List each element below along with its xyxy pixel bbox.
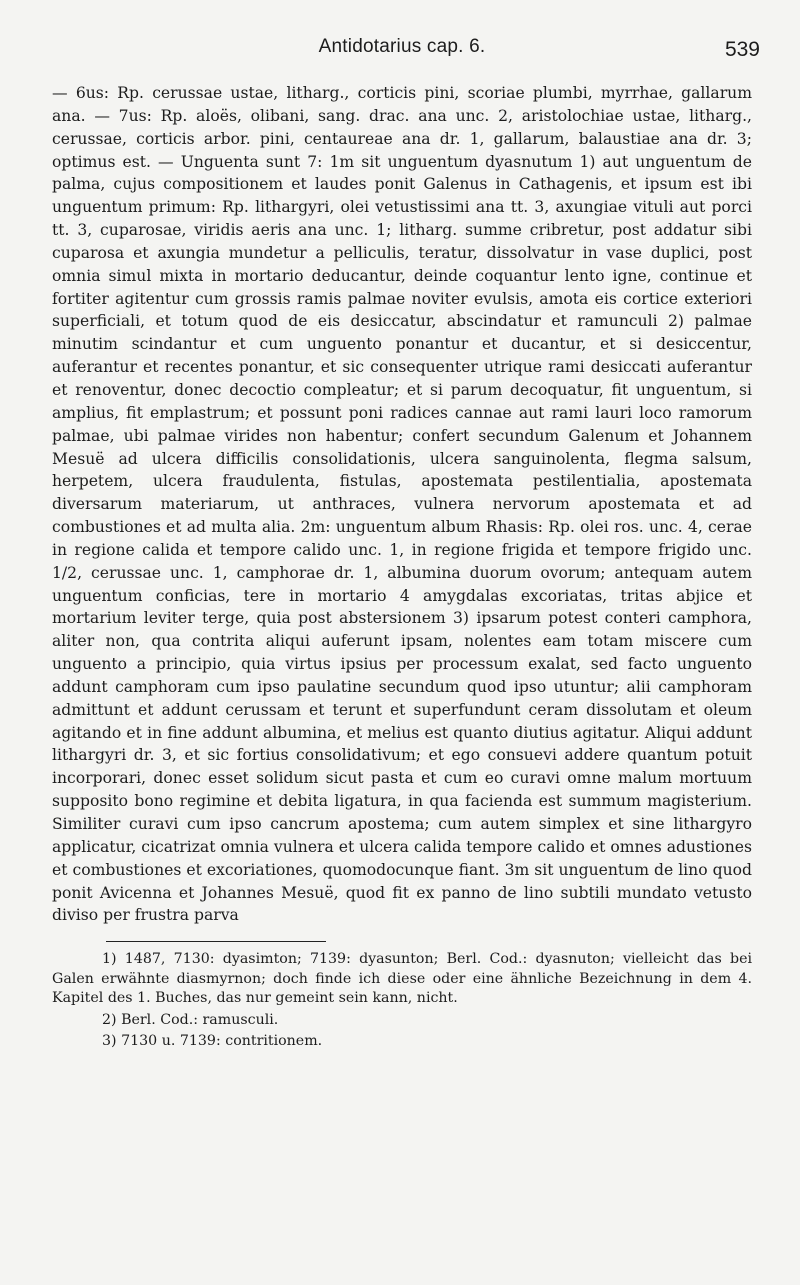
footnote-1-text: 1487, 7130: dyasimton; 7139: dyasunton; Berl. Cod.: dyasnuton; vielleicht das bei Galen erwähnte diasmyrnon; doch finde ich diese oder eine ähnliche Bezeichnung in dem 4. Kapitel des 1. Buches, das nur gemeint sein kann, nicht.	[52, 951, 752, 1007]
footnote-divider	[106, 941, 326, 942]
footnote-1-mark: 1)	[102, 951, 117, 968]
main-paragraph: — 6us: Rp. cerussae ustae, litharg., corticis pini, scoriae plumbi, myrrhae, gallarum ana. — 7us: Rp. aloës, olibani, sang. drac. ana unc. 2, aristolochiae ustae, litharg., cerussae, corticis arbor. pini, centaureae ana dr. 1, gallarum, balaustiae ana dr. 3; optimus est. — Unguenta sunt 7: 1m sit unguentum dyasnutum 1) aut unguentum de palma, cujus compositionem et laudes ponit Galenus in Cathagenis, et ipsum est ibi unguentum primum: Rp. lithargyri, olei vetustissimi ana tt. 3, axungiae vituli aut porci tt. 3, cuparosae, viridis aeris ana unc. 1; litharg. summe cribretur, post addatur sibi cuparosa et axungia mundetur a pelliculis, teratur, dissolvatur in vase duplici, post omnia simul mixta in mortario deducantur, deinde coquantur lento igne, continue et fortiter agitentur cum grossis ramis palmae noviter evulsis, amota eis cortice exteriori superficiali, et totum quod de eis desiccatur, abscindatur et ramunculi 2) palmae minutim scindantur et cum unguento ponantur et ducantur, et si desiccentur, auferantur et recentes ponantur, et sic consequenter utrique rami desiccati auferantur et renoventur, donec decoctio compleatur; et si parum decoquatur, fit unguentum, si amplius, fit emplastrum; et possunt poni radices cannae aut rami lauri loco ramorum palmae, ubi palmae virides non habentur; confert secundum Galenum et Johannem Mesuë ad ulcera difficilis consolidationis, ulcera sanguinolenta, flegma salsum, herpetem, ulcera fraudulenta, fistulas, apostemata pestilentialia, apostemata diversarum materiarum, ut anthraces, vulnera nervorum apostemata et ad combustiones et ad multa alia. 2m: unguentum album Rhasis: Rp. olei ros. unc. 4, cerae in regione calida et tempore calido unc. 1, in regione frigida et tempore frigido unc. 1/2, cerussae unc. 1, camphorae dr. 1, albumina duorum ovorum; antequam autem unguentum conficias, tere in mortario 4 amygdalas excoriatas, tritas abjice et mortarium leviter terge, quia post abstersionem 3) ipsarum potest conteri camphora, aliter non, qua contrita aliqui auferunt ipsam, nolentes eam totam miscere cum unguento a principio, quia virtus ipsius per processum exalat, sed facto unguento addunt camphoram cum ipso paulatine secundum quod ipso utuntur; alii camphoram admittunt et addunt cerussam et terunt et superfundunt ceram dissolutam et oleum agitando et in fine addunt albumina, et melius est quanto diutius agitatur. Aliqui addunt lithargyri dr. 3, et sic fortius consolidativum; et ego consuevi addere quantum potuit incorporari, donec esset solidum sicut pasta et cum eo curavi omne malum mortuum supposito bono regimine et debita ligatura, in qua facienda est summum magisterium. Similiter curavi cum ipso cancrum apostema; cum autem simplex et sine lithargyro applicatur, cicatrizat omnia vulnera et ulcera calida tempore calido et omnes adustiones et combustiones et excoriationes, quomodocunque fiant. 3m sit unguentum de lino quod ponit Avicenna et Johannes Mesuë, quod fit ex panno de lino subtili mundato vetusto diviso per frustra parva	[52, 84, 752, 925]
page-header	[52, 30, 760, 68]
page-number: 539	[724, 38, 760, 61]
footnote-2-mark: 2)	[102, 1011, 117, 1028]
footnote-2	[52, 1011, 752, 1031]
footnote-3-mark: 3)	[102, 1033, 117, 1050]
footnote-3-text: 7130 u. 7139: contritionem.	[121, 1033, 323, 1050]
running-title: Antidotarius cap. 6.	[318, 36, 486, 57]
footnotes	[52, 950, 752, 1052]
footnote-3	[52, 1032, 752, 1052]
footnote-1	[52, 950, 752, 1009]
footnote-2-text: Berl. Cod.: ramusculi.	[121, 1011, 279, 1028]
main-text	[52, 82, 752, 927]
